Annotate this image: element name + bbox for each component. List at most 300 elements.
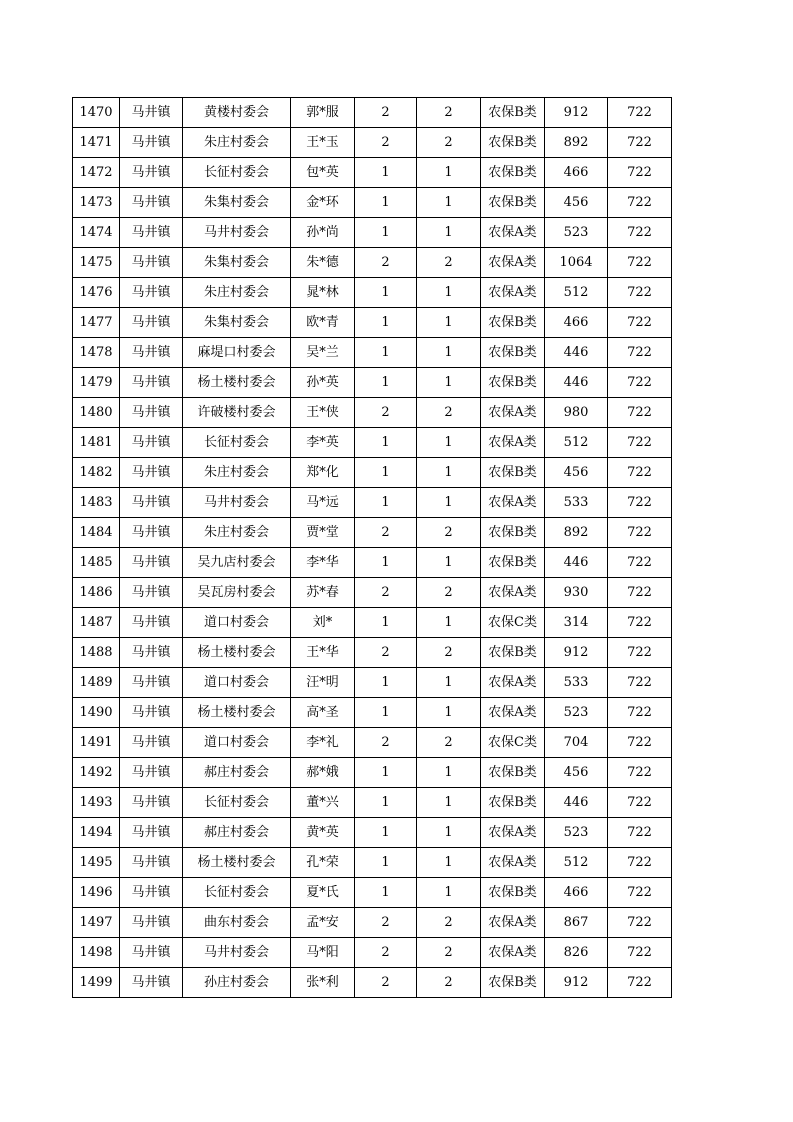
amount-cell: 523 (545, 818, 608, 848)
standard-cell: 722 (608, 458, 672, 488)
town-name-cell: 马井镇 (120, 878, 183, 908)
town-name-cell: 马井镇 (120, 248, 183, 278)
village-committee-cell: 孙庄村委会 (183, 968, 291, 998)
person-name-cell: 孙*英 (291, 368, 355, 398)
row-number-cell: 1493 (73, 788, 120, 818)
household-count-cell: 2 (355, 638, 417, 668)
village-committee-cell: 杨土楼村委会 (183, 368, 291, 398)
village-committee-cell: 道口村委会 (183, 608, 291, 638)
standard-cell: 722 (608, 278, 672, 308)
table-row (73, 668, 672, 698)
standard-cell: 722 (608, 758, 672, 788)
standard-cell: 722 (608, 578, 672, 608)
village-committee-cell: 道口村委会 (183, 668, 291, 698)
town-name-cell: 马井镇 (120, 938, 183, 968)
standard-cell: 722 (608, 668, 672, 698)
person-name-cell: 高*圣 (291, 698, 355, 728)
village-committee-cell: 马井村委会 (183, 938, 291, 968)
table-row (73, 758, 672, 788)
village-committee-cell: 道口村委会 (183, 728, 291, 758)
household-count-cell: 1 (355, 428, 417, 458)
table-row (73, 548, 672, 578)
amount-cell: 466 (545, 878, 608, 908)
person-count-cell: 2 (417, 938, 481, 968)
person-name-cell: 包*英 (291, 158, 355, 188)
town-name-cell: 马井镇 (120, 968, 183, 998)
person-name-cell: 郭*服 (291, 98, 355, 128)
town-name-cell: 马井镇 (120, 368, 183, 398)
amount-cell: 456 (545, 188, 608, 218)
town-name-cell: 马井镇 (120, 188, 183, 218)
row-number-cell: 1477 (73, 308, 120, 338)
household-count-cell: 1 (355, 848, 417, 878)
village-committee-cell: 杨土楼村委会 (183, 638, 291, 668)
insurance-type-cell: 农保A类 (481, 578, 545, 608)
insurance-type-cell: 农保B类 (481, 878, 545, 908)
amount-cell: 533 (545, 668, 608, 698)
standard-cell: 722 (608, 788, 672, 818)
person-count-cell: 2 (417, 248, 481, 278)
village-committee-cell: 许破楼村委会 (183, 398, 291, 428)
person-count-cell: 2 (417, 518, 481, 548)
household-count-cell: 2 (355, 128, 417, 158)
amount-cell: 446 (545, 338, 608, 368)
table-row (73, 608, 672, 638)
town-name-cell: 马井镇 (120, 698, 183, 728)
person-count-cell: 2 (417, 638, 481, 668)
row-number-cell: 1485 (73, 548, 120, 578)
row-number-cell: 1489 (73, 668, 120, 698)
table-row (73, 158, 672, 188)
person-name-cell: 李*英 (291, 428, 355, 458)
amount-cell: 892 (545, 128, 608, 158)
insurance-type-cell: 农保A类 (481, 428, 545, 458)
amount-cell: 523 (545, 698, 608, 728)
amount-cell: 512 (545, 278, 608, 308)
row-number-cell: 1486 (73, 578, 120, 608)
amount-cell: 446 (545, 368, 608, 398)
household-count-cell: 1 (355, 218, 417, 248)
table-row (73, 938, 672, 968)
row-number-cell: 1481 (73, 428, 120, 458)
standard-cell: 722 (608, 728, 672, 758)
person-count-cell: 1 (417, 218, 481, 248)
person-count-cell: 1 (417, 698, 481, 728)
row-number-cell: 1473 (73, 188, 120, 218)
standard-cell: 722 (608, 908, 672, 938)
row-number-cell: 1470 (73, 98, 120, 128)
person-name-cell: 张*利 (291, 968, 355, 998)
town-name-cell: 马井镇 (120, 308, 183, 338)
person-count-cell: 1 (417, 608, 481, 638)
row-number-cell: 1483 (73, 488, 120, 518)
row-number-cell: 1475 (73, 248, 120, 278)
table-row (73, 518, 672, 548)
table-row (73, 278, 672, 308)
row-number-cell: 1484 (73, 518, 120, 548)
row-number-cell: 1480 (73, 398, 120, 428)
standard-cell: 722 (608, 188, 672, 218)
insurance-type-cell: 农保A类 (481, 488, 545, 518)
amount-cell: 704 (545, 728, 608, 758)
row-number-cell: 1496 (73, 878, 120, 908)
village-committee-cell: 朱庄村委会 (183, 458, 291, 488)
insurance-type-cell: 农保B类 (481, 158, 545, 188)
standard-cell: 722 (608, 488, 672, 518)
person-name-cell: 王*侠 (291, 398, 355, 428)
standard-cell: 722 (608, 878, 672, 908)
person-name-cell: 孙*尚 (291, 218, 355, 248)
table-row (73, 368, 672, 398)
town-name-cell: 马井镇 (120, 458, 183, 488)
household-count-cell: 2 (355, 98, 417, 128)
person-count-cell: 1 (417, 158, 481, 188)
standard-cell: 722 (608, 368, 672, 398)
insurance-type-cell: 农保A类 (481, 698, 545, 728)
person-count-cell: 2 (417, 128, 481, 158)
amount-cell: 456 (545, 458, 608, 488)
village-committee-cell: 吴瓦房村委会 (183, 578, 291, 608)
person-name-cell: 贾*堂 (291, 518, 355, 548)
amount-cell: 533 (545, 488, 608, 518)
household-count-cell: 2 (355, 518, 417, 548)
amount-cell: 930 (545, 578, 608, 608)
standard-cell: 722 (608, 608, 672, 638)
household-count-cell: 1 (355, 458, 417, 488)
table-row (73, 188, 672, 218)
village-committee-cell: 长征村委会 (183, 788, 291, 818)
household-count-cell: 1 (355, 878, 417, 908)
household-count-cell: 1 (355, 278, 417, 308)
person-count-cell: 1 (417, 758, 481, 788)
table-row (73, 908, 672, 938)
village-committee-cell: 杨土楼村委会 (183, 698, 291, 728)
village-committee-cell: 马井村委会 (183, 488, 291, 518)
town-name-cell: 马井镇 (120, 518, 183, 548)
town-name-cell: 马井镇 (120, 218, 183, 248)
insurance-type-cell: 农保A类 (481, 818, 545, 848)
standard-cell: 722 (608, 818, 672, 848)
amount-cell: 867 (545, 908, 608, 938)
household-count-cell: 2 (355, 398, 417, 428)
row-number-cell: 1487 (73, 608, 120, 638)
row-number-cell: 1494 (73, 818, 120, 848)
standard-cell: 722 (608, 248, 672, 278)
table-row (73, 308, 672, 338)
town-name-cell: 马井镇 (120, 848, 183, 878)
village-committee-cell: 长征村委会 (183, 878, 291, 908)
person-name-cell: 李*华 (291, 548, 355, 578)
household-count-cell: 2 (355, 728, 417, 758)
person-count-cell: 1 (417, 308, 481, 338)
town-name-cell: 马井镇 (120, 788, 183, 818)
amount-cell: 826 (545, 938, 608, 968)
table-row (73, 638, 672, 668)
row-number-cell: 1472 (73, 158, 120, 188)
person-count-cell: 1 (417, 788, 481, 818)
person-name-cell: 夏*氏 (291, 878, 355, 908)
amount-cell: 980 (545, 398, 608, 428)
town-name-cell: 马井镇 (120, 608, 183, 638)
household-count-cell: 1 (355, 608, 417, 638)
row-number-cell: 1471 (73, 128, 120, 158)
insurance-type-cell: 农保B类 (481, 968, 545, 998)
row-number-cell: 1476 (73, 278, 120, 308)
table-row (73, 488, 672, 518)
row-number-cell: 1482 (73, 458, 120, 488)
town-name-cell: 马井镇 (120, 128, 183, 158)
person-count-cell: 1 (417, 428, 481, 458)
person-name-cell: 孟*安 (291, 908, 355, 938)
table-row (73, 428, 672, 458)
standard-cell: 722 (608, 848, 672, 878)
table-row (73, 698, 672, 728)
insurance-type-cell: 农保C类 (481, 728, 545, 758)
village-committee-cell: 朱庄村委会 (183, 518, 291, 548)
person-name-cell: 董*兴 (291, 788, 355, 818)
insurance-type-cell: 农保A类 (481, 848, 545, 878)
town-name-cell: 马井镇 (120, 638, 183, 668)
person-name-cell: 孔*荣 (291, 848, 355, 878)
amount-cell: 912 (545, 98, 608, 128)
household-count-cell: 1 (355, 338, 417, 368)
standard-cell: 722 (608, 218, 672, 248)
insurance-type-cell: 农保B类 (481, 758, 545, 788)
person-count-cell: 1 (417, 368, 481, 398)
person-name-cell: 黄*英 (291, 818, 355, 848)
insurance-type-cell: 农保B类 (481, 188, 545, 218)
village-committee-cell: 长征村委会 (183, 428, 291, 458)
household-count-cell: 2 (355, 908, 417, 938)
person-name-cell: 王*玉 (291, 128, 355, 158)
village-committee-cell: 曲东村委会 (183, 908, 291, 938)
household-count-cell: 2 (355, 248, 417, 278)
row-number-cell: 1495 (73, 848, 120, 878)
insurance-type-cell: 农保A类 (481, 248, 545, 278)
insurance-type-cell: 农保A类 (481, 908, 545, 938)
person-count-cell: 1 (417, 188, 481, 218)
insurance-type-cell: 农保A类 (481, 938, 545, 968)
town-name-cell: 马井镇 (120, 338, 183, 368)
village-committee-cell: 郝庄村委会 (183, 758, 291, 788)
town-name-cell: 马井镇 (120, 908, 183, 938)
insurance-type-cell: 农保B类 (481, 458, 545, 488)
town-name-cell: 马井镇 (120, 668, 183, 698)
amount-cell: 1064 (545, 248, 608, 278)
standard-cell: 722 (608, 548, 672, 578)
table-row (73, 458, 672, 488)
household-count-cell: 1 (355, 308, 417, 338)
town-name-cell: 马井镇 (120, 278, 183, 308)
table-row (73, 818, 672, 848)
town-name-cell: 马井镇 (120, 548, 183, 578)
person-name-cell: 晁*林 (291, 278, 355, 308)
amount-cell: 466 (545, 158, 608, 188)
standard-cell: 722 (608, 338, 672, 368)
insurance-type-cell: 农保B类 (481, 788, 545, 818)
person-count-cell: 1 (417, 818, 481, 848)
table-row (73, 128, 672, 158)
village-committee-cell: 马井村委会 (183, 218, 291, 248)
standard-cell: 722 (608, 98, 672, 128)
roster-body (73, 98, 672, 998)
standard-cell: 722 (608, 398, 672, 428)
table-row (73, 848, 672, 878)
standard-cell: 722 (608, 428, 672, 458)
standard-cell: 722 (608, 638, 672, 668)
person-count-cell: 1 (417, 338, 481, 368)
amount-cell: 912 (545, 638, 608, 668)
table-row (73, 248, 672, 278)
town-name-cell: 马井镇 (120, 578, 183, 608)
village-committee-cell: 朱集村委会 (183, 248, 291, 278)
town-name-cell: 马井镇 (120, 398, 183, 428)
village-committee-cell: 麻堤口村委会 (183, 338, 291, 368)
person-count-cell: 1 (417, 878, 481, 908)
village-committee-cell: 黄楼村委会 (183, 98, 291, 128)
town-name-cell: 马井镇 (120, 488, 183, 518)
person-count-cell: 1 (417, 548, 481, 578)
household-count-cell: 2 (355, 968, 417, 998)
row-number-cell: 1499 (73, 968, 120, 998)
household-count-cell: 2 (355, 578, 417, 608)
table-row (73, 398, 672, 428)
table-row (73, 788, 672, 818)
insurance-type-cell: 农保C类 (481, 608, 545, 638)
row-number-cell: 1490 (73, 698, 120, 728)
village-committee-cell: 朱庄村委会 (183, 128, 291, 158)
household-count-cell: 1 (355, 368, 417, 398)
person-name-cell: 郝*娥 (291, 758, 355, 788)
village-committee-cell: 吴九店村委会 (183, 548, 291, 578)
household-count-cell: 1 (355, 668, 417, 698)
person-count-cell: 2 (417, 578, 481, 608)
table-row (73, 968, 672, 998)
insurance-type-cell: 农保B类 (481, 518, 545, 548)
insurance-type-cell: 农保A类 (481, 218, 545, 248)
person-name-cell: 欧*青 (291, 308, 355, 338)
town-name-cell: 马井镇 (120, 158, 183, 188)
amount-cell: 523 (545, 218, 608, 248)
person-name-cell: 汪*明 (291, 668, 355, 698)
person-name-cell: 朱*德 (291, 248, 355, 278)
person-name-cell: 马*阳 (291, 938, 355, 968)
amount-cell: 892 (545, 518, 608, 548)
household-count-cell: 1 (355, 788, 417, 818)
row-number-cell: 1491 (73, 728, 120, 758)
table-row (73, 578, 672, 608)
insurance-type-cell: 农保A类 (481, 278, 545, 308)
insurance-type-cell: 农保B类 (481, 128, 545, 158)
row-number-cell: 1479 (73, 368, 120, 398)
standard-cell: 722 (608, 128, 672, 158)
row-number-cell: 1478 (73, 338, 120, 368)
person-name-cell: 郑*化 (291, 458, 355, 488)
person-count-cell: 1 (417, 458, 481, 488)
village-committee-cell: 朱集村委会 (183, 308, 291, 338)
village-committee-cell: 郝庄村委会 (183, 818, 291, 848)
household-count-cell: 1 (355, 758, 417, 788)
standard-cell: 722 (608, 698, 672, 728)
table-row (73, 338, 672, 368)
amount-cell: 446 (545, 548, 608, 578)
household-count-cell: 1 (355, 548, 417, 578)
amount-cell: 512 (545, 428, 608, 458)
table-row (73, 98, 672, 128)
person-count-cell: 2 (417, 398, 481, 428)
amount-cell: 512 (545, 848, 608, 878)
insurance-type-cell: 农保B类 (481, 638, 545, 668)
standard-cell: 722 (608, 968, 672, 998)
person-name-cell: 李*礼 (291, 728, 355, 758)
insurance-type-cell: 农保B类 (481, 308, 545, 338)
town-name-cell: 马井镇 (120, 758, 183, 788)
person-name-cell: 王*华 (291, 638, 355, 668)
household-count-cell: 1 (355, 158, 417, 188)
standard-cell: 722 (608, 308, 672, 338)
person-count-cell: 1 (417, 668, 481, 698)
amount-cell: 912 (545, 968, 608, 998)
row-number-cell: 1488 (73, 638, 120, 668)
person-name-cell: 吴*兰 (291, 338, 355, 368)
roster-table (72, 97, 672, 998)
standard-cell: 722 (608, 938, 672, 968)
person-count-cell: 2 (417, 968, 481, 998)
insurance-type-cell: 农保B类 (481, 338, 545, 368)
insurance-type-cell: 农保A类 (481, 398, 545, 428)
insurance-type-cell: 农保B类 (481, 548, 545, 578)
row-number-cell: 1492 (73, 758, 120, 788)
household-count-cell: 1 (355, 698, 417, 728)
town-name-cell: 马井镇 (120, 428, 183, 458)
insurance-type-cell: 农保A类 (481, 668, 545, 698)
town-name-cell: 马井镇 (120, 728, 183, 758)
person-name-cell: 刘* (291, 608, 355, 638)
village-committee-cell: 朱集村委会 (183, 188, 291, 218)
village-committee-cell: 杨土楼村委会 (183, 848, 291, 878)
person-count-cell: 2 (417, 98, 481, 128)
amount-cell: 446 (545, 788, 608, 818)
row-number-cell: 1498 (73, 938, 120, 968)
person-count-cell: 1 (417, 848, 481, 878)
person-count-cell: 2 (417, 728, 481, 758)
person-name-cell: 金*环 (291, 188, 355, 218)
standard-cell: 722 (608, 518, 672, 548)
table-row (73, 878, 672, 908)
person-count-cell: 2 (417, 908, 481, 938)
household-count-cell: 2 (355, 938, 417, 968)
person-count-cell: 1 (417, 278, 481, 308)
town-name-cell: 马井镇 (120, 98, 183, 128)
insurance-type-cell: 农保B类 (481, 98, 545, 128)
amount-cell: 314 (545, 608, 608, 638)
row-number-cell: 1497 (73, 908, 120, 938)
village-committee-cell: 长征村委会 (183, 158, 291, 188)
household-count-cell: 1 (355, 488, 417, 518)
person-name-cell: 马*远 (291, 488, 355, 518)
insurance-type-cell: 农保B类 (481, 368, 545, 398)
village-committee-cell: 朱庄村委会 (183, 278, 291, 308)
amount-cell: 466 (545, 308, 608, 338)
table-row (73, 728, 672, 758)
household-count-cell: 1 (355, 818, 417, 848)
town-name-cell: 马井镇 (120, 818, 183, 848)
standard-cell: 722 (608, 158, 672, 188)
amount-cell: 456 (545, 758, 608, 788)
person-name-cell: 苏*春 (291, 578, 355, 608)
row-number-cell: 1474 (73, 218, 120, 248)
household-count-cell: 1 (355, 188, 417, 218)
